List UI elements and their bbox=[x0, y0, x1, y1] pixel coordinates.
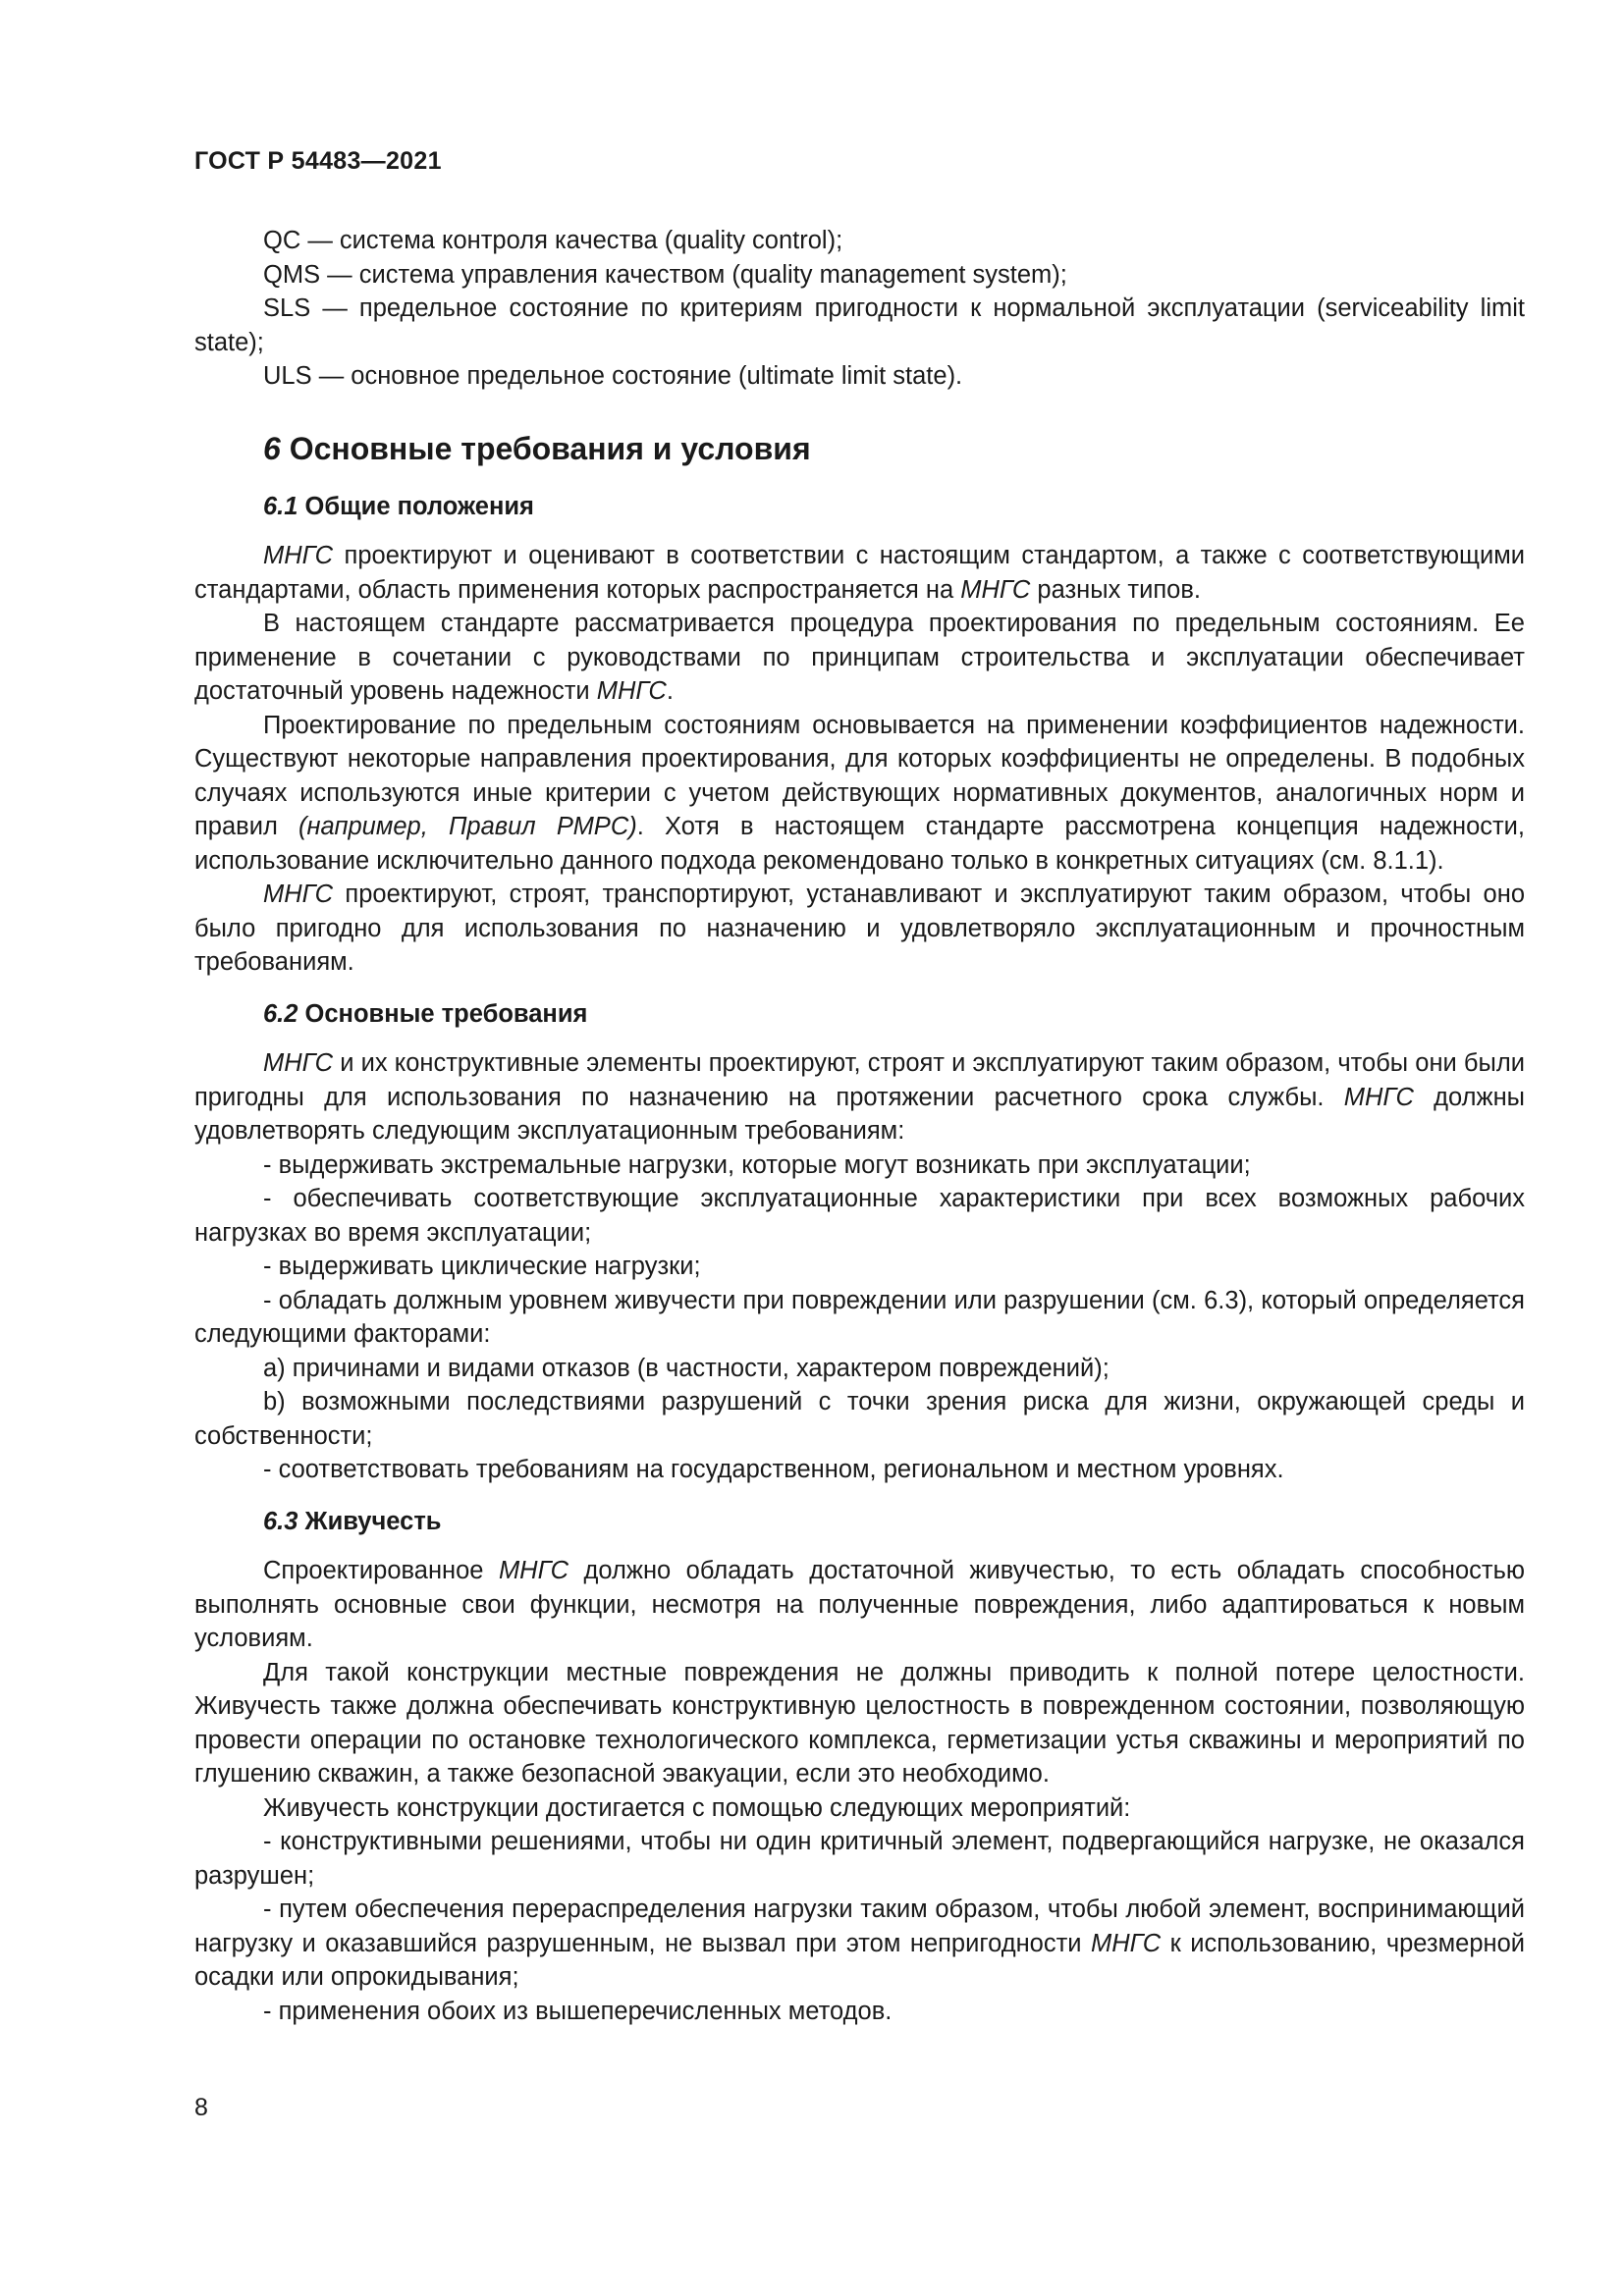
abbreviation-qms: QMS — система управления качеством (quality management system); bbox=[263, 260, 1067, 289]
s62-list-item: а) причинами и видами отказов (в частности, характером повреждений); bbox=[263, 1354, 1110, 1382]
s63-paragraph-2: Для такой конструкции местные повреждения не должны приводить к полной потере целостности. Живучесть также должна обеспечивать конструктивную целостность в поврежденном состоянии, позволяющую провести операции по остановке технологического комплекса, герметизации устья скважины и мероприятий по глушению скважин, а также безопасной эвакуации, если это необходимо. bbox=[194, 1658, 1525, 1788]
section-6-title: Основные требования и условия bbox=[280, 430, 811, 466]
section-6-2-heading bbox=[263, 997, 1525, 1032]
abbreviation-qc: QC — система контроля качества (quality control); bbox=[263, 227, 843, 254]
section-6-3-heading bbox=[263, 1505, 1525, 1539]
document-code-header: ГОСТ Р 54483—2021 bbox=[194, 147, 442, 175]
s61-paragraph-2: В настоящем стандарте рассматривается процедура проектирования по предельным состояниям. Ее применение в сочетании с руководствами по принципам строительства и эксплуатации обеспечивает достаточный уровень надежности МНГС. bbox=[194, 610, 1525, 705]
page-number: 8 bbox=[194, 2094, 208, 2121]
section-6-3-title: Живучесть bbox=[298, 1507, 442, 1535]
document-body bbox=[194, 224, 1525, 2028]
section-6-3-number: 6.3 bbox=[263, 1507, 298, 1535]
s61-paragraph-1: МНГС проектируют и оценивают в соответствии с настоящим стандартом, а также с соответствующими стандартами, область применения которых распространяется на МНГС разных типов. bbox=[194, 542, 1525, 604]
section-6-number: 6 bbox=[263, 430, 281, 466]
abbreviation-sls: SLS — предельное состояние по критериям пригодности к нормальной эксплуатации (serviceability limit state); bbox=[194, 294, 1525, 356]
s62-list-item: - обеспечивать соответствующие эксплуатационные характеристики при всех возможных рабочих нагрузках во время эксплуатации; bbox=[194, 1185, 1525, 1247]
s63-list-item-3: - применения обоих из вышеперечисленных методов. bbox=[263, 1997, 893, 2025]
abbreviation-uls: ULS — основное предельное состояние (ultimate limit state). bbox=[263, 362, 963, 390]
s63-paragraph-3: Живучесть конструкции достигается с помощью следующих мероприятий: bbox=[263, 1793, 1131, 1822]
s62-list-item: - обладать должным уровнем живучести при повреждении или разрушении (см. 6.3), который определяется следующими факторами: bbox=[194, 1286, 1525, 1348]
section-6-1-heading bbox=[263, 490, 1525, 524]
section-6-1-title: Общие положения bbox=[298, 492, 534, 520]
s62-paragraph-1: МНГС и их конструктивные элементы проектируют, строят и эксплуатируют таким образом, чтобы они были пригодны для использования по назначению на протяжении расчетного срока службы. МНГС должны удовлетворять следующим эксплуатационным требованиям: bbox=[194, 1049, 1525, 1145]
s62-list-item: - выдерживать экстремальные нагрузки, которые могут возникать при эксплуатации; bbox=[263, 1150, 1251, 1179]
section-6-2-number: 6.2 bbox=[263, 999, 298, 1028]
s62-list-item: - выдерживать циклические нагрузки; bbox=[263, 1253, 701, 1280]
section-6-heading bbox=[263, 429, 1525, 468]
s62-list-item: - соответствовать требованиям на государственном, региональном и местном уровнях. bbox=[263, 1456, 1284, 1483]
s62-list-item: b) возможными последствиями разрушений с точки зрения риска для жизни, окружающей среды и собственности; bbox=[194, 1388, 1525, 1450]
section-6-1-number: 6.1 bbox=[263, 492, 298, 520]
s61-paragraph-4: МНГС проектируют, строят, транспортируют, устанавливают и эксплуатируют таким образом, чтобы оно было пригодно для использования по назначению и удовлетворяло эксплуатационным и прочностным требованиям. bbox=[194, 881, 1525, 976]
s61-paragraph-3: Проектирование по предельным состояниям основывается на применении коэффициентов надежности. Существуют некоторые направления проектирования, для которых коэффициенты не определены. В подобных случаях используются иные критерии с учетом действующих нормативных документов, аналогичных норм и правил (например, Правил РМРС). Хотя в настоящем стандарте рассмотрена концепция надежности, использование исключительно данного подхода рекомендовано только в конкретных ситуациях (см. 8.1.1). bbox=[194, 711, 1526, 875]
section-6-2-title: Основные требования bbox=[298, 999, 588, 1028]
s63-list-item-1: - конструктивными решениями, чтобы ни один критичный элемент, подвергающийся нагрузке, не оказался разрушен; bbox=[194, 1828, 1525, 1890]
s63-list-item-2: - путем обеспечения перераспределения нагрузки таким образом, чтобы любой элемент, воспринимающий нагрузку и оказавшийся разрушенным, не вызвал при этом непригодности МНГС к использованию, чрезмерной осадки или опрокидывания; bbox=[194, 1896, 1526, 1991]
s63-paragraph-1: Спроектированное МНГС должно обладать достаточной живучестью, то есть обладать способностью выполнять основные свои функции, несмотря на полученные повреждения, либо адаптироваться к новым условиям. bbox=[194, 1557, 1525, 1652]
